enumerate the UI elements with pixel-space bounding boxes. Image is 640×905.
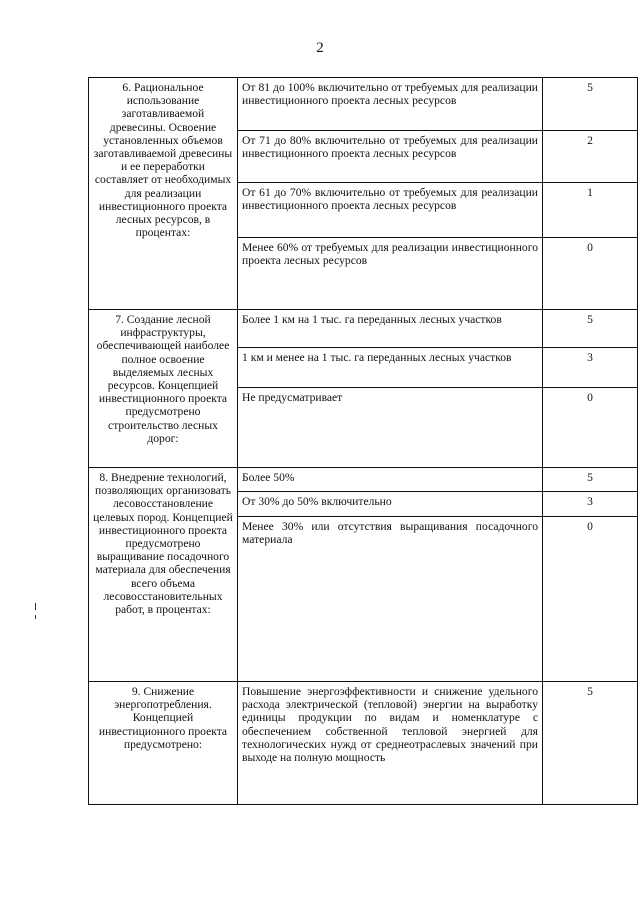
criterion-name: 6. Рациональное использование заготавливаемой древесины. Освоение установленных объемов заготавливаемой древесины и ее переработки составляет от необходимых для реализации инвестиционного проекта лесных ресурсов, в процентах: bbox=[89, 78, 238, 310]
table-row bbox=[89, 468, 638, 492]
table-row bbox=[89, 78, 638, 131]
criterion-option: 1 км и менее на 1 тыс. га переданных лесных участков bbox=[238, 348, 543, 388]
criterion-score: 5 bbox=[543, 310, 638, 348]
criterion-option: От 30% до 50% включительно bbox=[238, 492, 543, 517]
criterion-option: От 61 до 70% включительно от требуемых для реализации инвестиционного проекта лесных ресурсов bbox=[238, 183, 543, 238]
criterion-name: 7. Создание лесной инфраструктуры, обеспечивающей наиболее полное освоение выделяемых лесных ресурсов. Концепцией инвестиционного проекта предусмотрено строительство лесных дорог: bbox=[89, 310, 238, 468]
criterion-name: 9. Снижение энергопотребления. Концепцией инвестиционного проекта предусмотрено: bbox=[89, 682, 238, 805]
scan-mark bbox=[35, 603, 36, 610]
criterion-score: 5 bbox=[543, 78, 638, 131]
criterion-score: 3 bbox=[543, 348, 638, 388]
criterion-name: 8. Внедрение технологий, позволяющих организовать лесовосстановление целевых пород. Концепцией инвестиционного проекта предусмотрено выращивание посадочного материала для обеспечения всего объема лесовосстановительных работ, в процентах: bbox=[89, 468, 238, 682]
criterion-option: Более 50% bbox=[238, 468, 543, 492]
table-row bbox=[89, 682, 638, 805]
criterion-option: Не предусматривает bbox=[238, 388, 543, 468]
criterion-score: 0 bbox=[543, 238, 638, 310]
criterion-score: 1 bbox=[543, 183, 638, 238]
criterion-score: 3 bbox=[543, 492, 638, 517]
criteria-table bbox=[88, 77, 638, 805]
criterion-score: 2 bbox=[543, 131, 638, 183]
criterion-option: Повышение энергоэффективности и снижение удельного расхода электрической (тепловой) энергии на выработку единицы продукции по видам и номенклатуре с обеспечением собственной тепловой энергией для технологических нужд от среднеотраслевых значений при выходе на полную мощность bbox=[238, 682, 543, 805]
criterion-option: От 71 до 80% включительно от требуемых для реализации инвестиционного проекта лесных ресурсов bbox=[238, 131, 543, 183]
criterion-option: Менее 60% от требуемых для реализации инвестиционного проекта лесных ресурсов bbox=[238, 238, 543, 310]
table-row bbox=[89, 310, 638, 348]
criterion-score: 0 bbox=[543, 517, 638, 682]
criterion-score: 5 bbox=[543, 682, 638, 805]
criterion-score: 0 bbox=[543, 388, 638, 468]
page-number: 2 bbox=[316, 40, 324, 56]
scan-mark bbox=[35, 615, 36, 619]
criterion-score: 5 bbox=[543, 468, 638, 492]
criterion-option: Менее 30% или отсутствия выращивания посадочного материала bbox=[238, 517, 543, 682]
criterion-option: Более 1 км на 1 тыс. га переданных лесных участков bbox=[238, 310, 543, 348]
criterion-option: От 81 до 100% включительно от требуемых для реализации инвестиционного проекта лесных ресурсов bbox=[238, 78, 543, 131]
